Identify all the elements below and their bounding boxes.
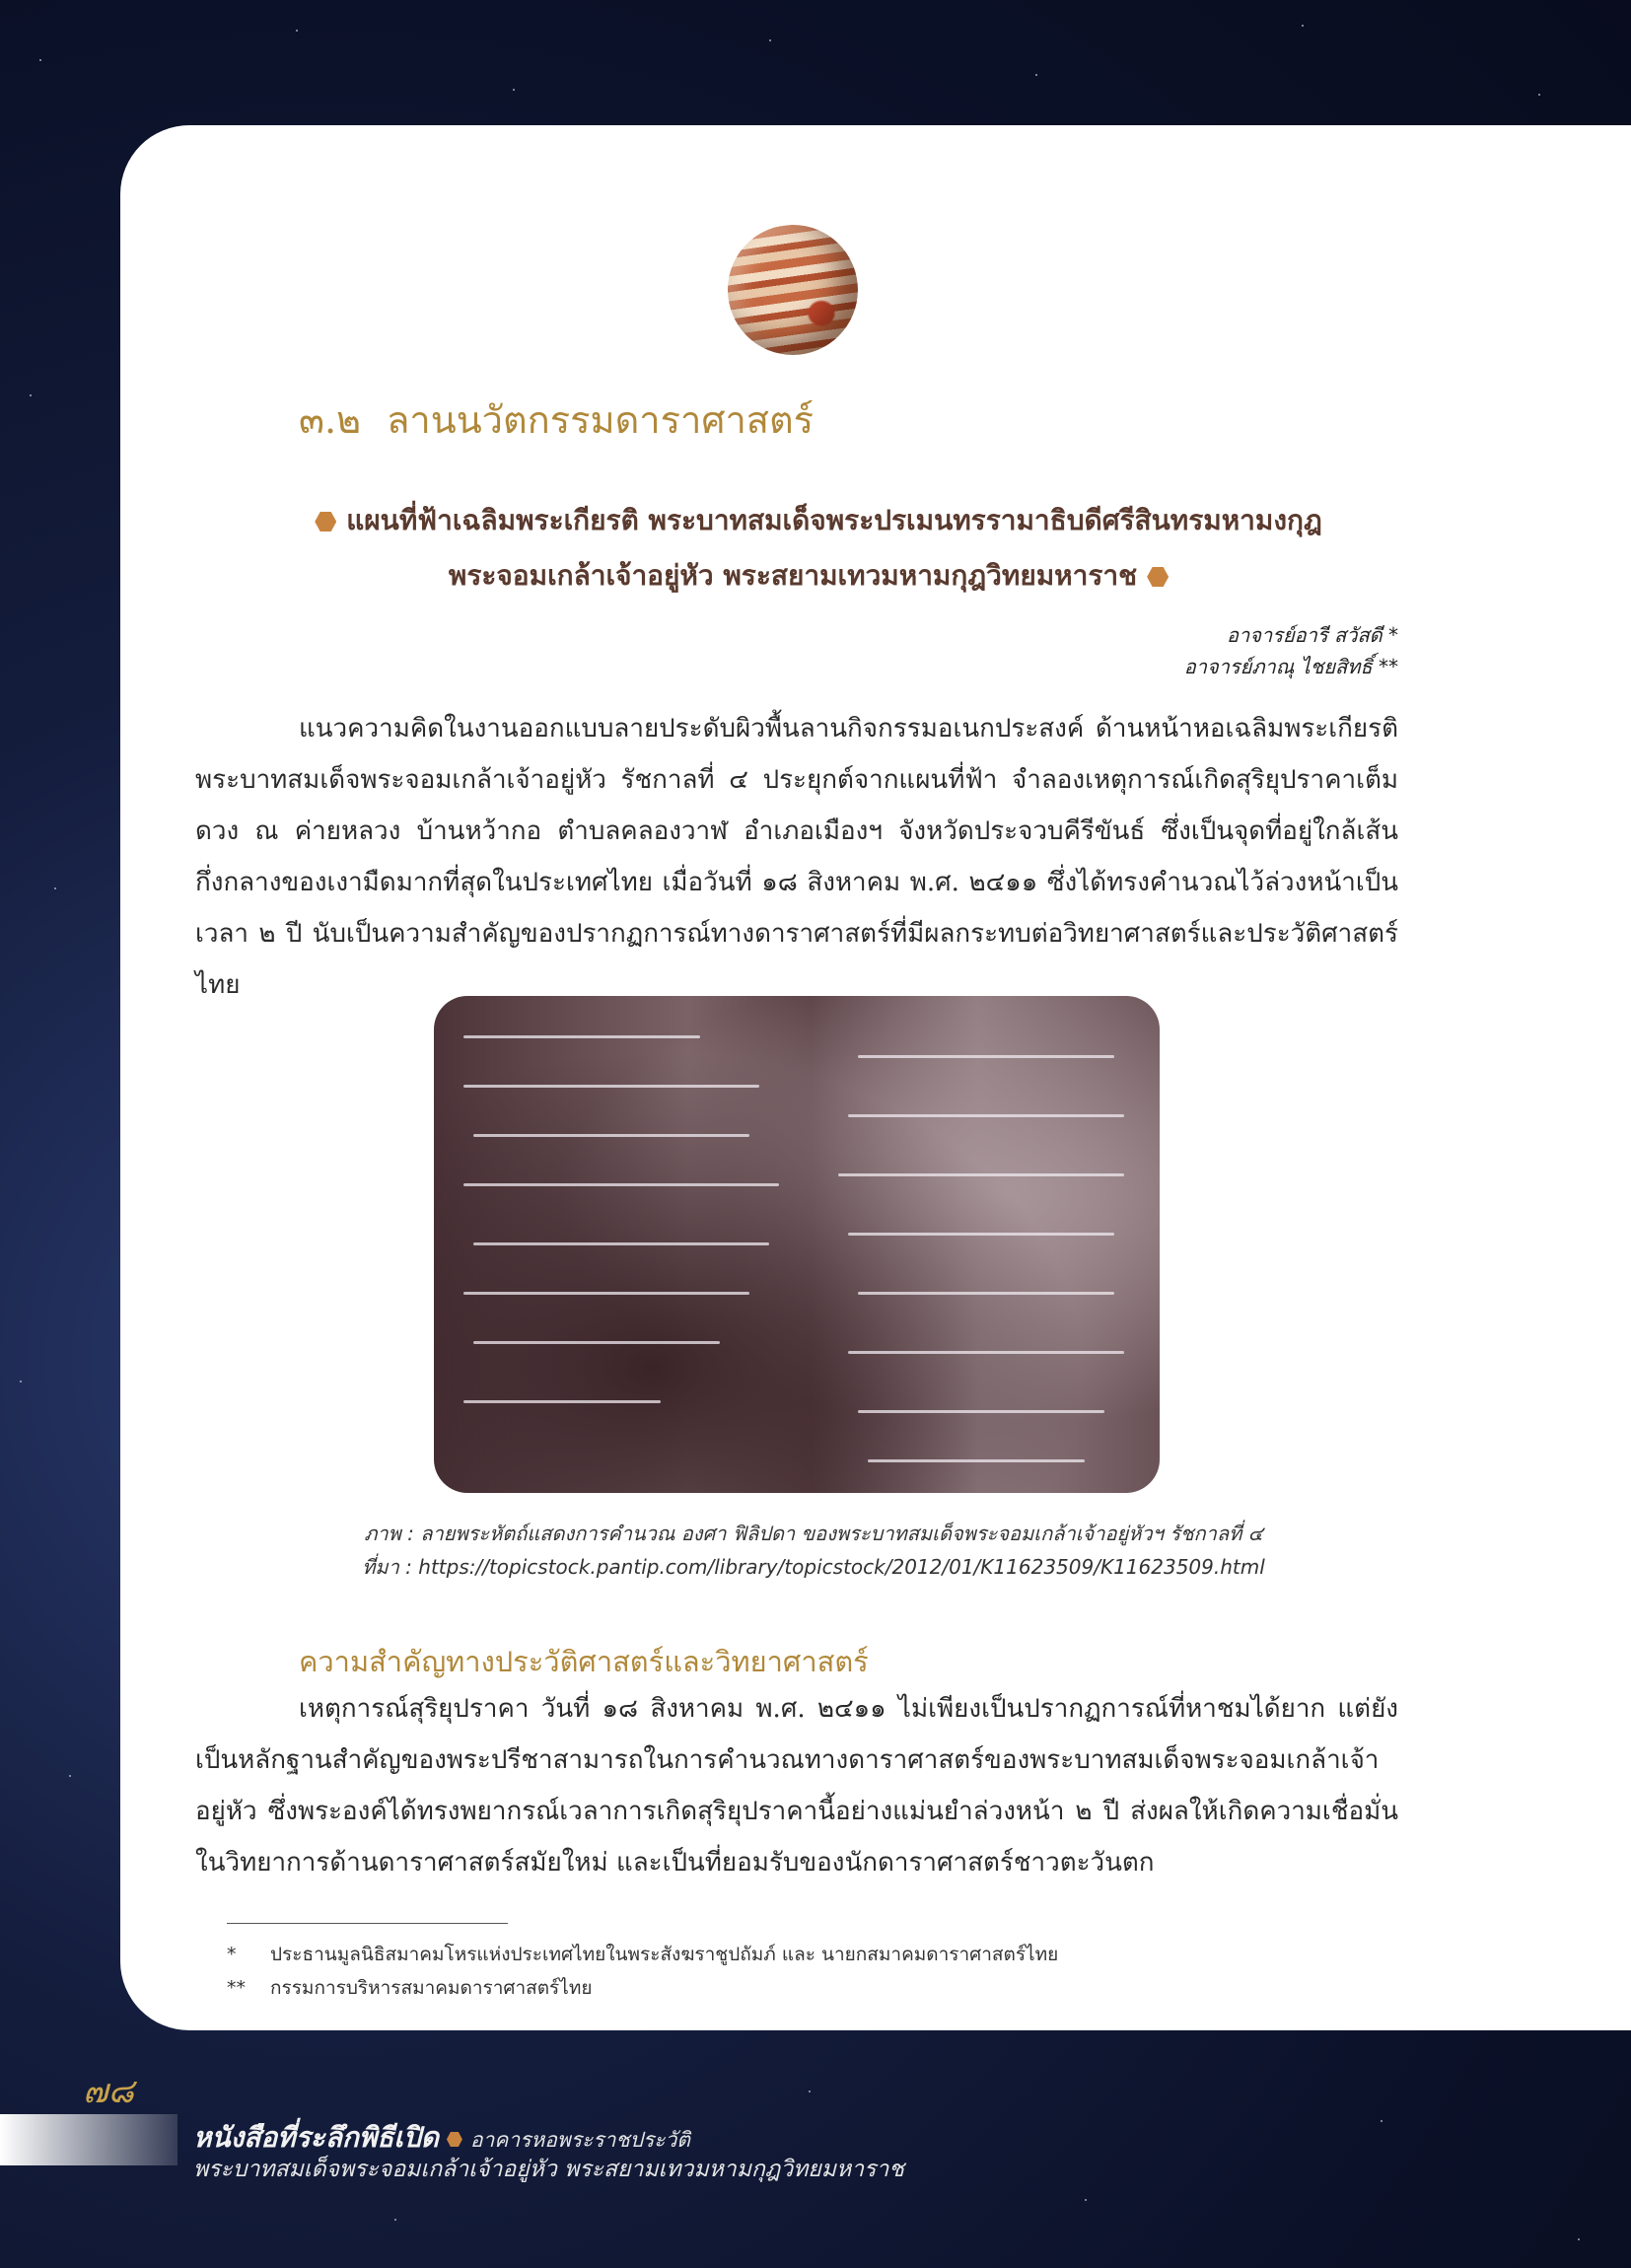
author-1: อาจารย์อารี สวัสดี * [1227,623,1398,647]
section-title [299,390,814,450]
subheading-line-1: แผนที่ฟ้าเฉลิมพระเกียรติ พระบาทสมเด็จพระปรเมนทรรามาธิบดีศรีสินทรมหามงกุฎ [346,504,1322,536]
author-list [1184,619,1398,682]
handwritten-calculation-photo [434,996,1160,1493]
footer-accent-bar [0,2114,177,2165]
hexagon-bullet-icon [1147,567,1169,587]
page-number: ๗๘ [83,2072,134,2111]
book-title-text: หนังสือที่ระลึกพิธีเปิด [193,2121,439,2154]
section-title-text: ลานนวัตกรรมดาราศาสตร์ [387,398,815,442]
body-paragraph-2: เหตุการณ์สุริยุปราคา วันที่ ๑๘ สิงหาคม พ.ศ. ๒๔๑๑ ไม่เพียงเป็นปรากฏการณ์ที่หาชมได้ยาก แต่ยังเป็นหลักฐานสำคัญของพระปรีชาสามารถในการคำนวณทางดาราศาสตร์ของพระบาทสมเด็จพระจอมเกล้าเจ้าอยู่หัว ซึ่งพระองค์ได้ทรงพยากรณ์เวลาการเกิดสุริยุปราคานี้อย่างแม่นยำล่วงหน้า ๒ ปี ส่งผลให้เกิดความเชื่อมั่นในวิทยาการด้านดาราศาสตร์สมัยใหม่ และเป็นที่ยอมรับของนักดาราศาสตร์ชาวตะวันตก [195,1694,1398,1878]
jupiter-planet-image [728,225,858,355]
footer-book-subtitle-2: พระบาทสมเด็จพระจอมเกล้าเจ้าอยู่หัว พระสยามเทวมหามกุฎวิทยมหาราช [193,2157,904,2182]
hexagon-bullet-icon [315,512,336,532]
history-heading: ความสำคัญทางประวัติศาสตร์และวิทยาศาสตร์ [299,1645,869,1678]
caption-source: ที่มา : https://topicstock.pantip.com/library/topicstock/2012/01/K11623509/K11623509.html [362,1555,1265,1579]
author-2: อาจารย์ภาณุ ไชยสิทธิ์ ** [1183,655,1398,678]
caption-line-1: ภาพ : ลายพระหัตถ์แสดงการคำนวณ องศา ฟิลิปดา ของพระบาทสมเด็จพระจอมเกล้าเจ้าอยู่หัวฯ รัชกาลที่ ๔ [364,1522,1263,1545]
body-paragraph-1: แนวความคิดในงานออกแบบลายประดับผิวพื้นลานกิจกรรมอเนกประสงค์ ด้านหน้าหอเฉลิมพระเกียรติ พระบาทสมเด็จพระจอมเกล้าเจ้าอยู่หัว รัชกาลที่ ๔ ประยุกต์จากแผนที่ฟ้า จำลองเหตุการณ์เกิดสุริยุปราคาเต็มดวง ณ ค่ายหลวง บ้านหว้ากอ ตำบลคลองวาฬ อำเภอเมืองฯ จังหวัดประจวบคีรีขันธ์ ซึ่งเป็นจุดที่อยู่ใกล้เส้นกึ่งกลางของเงามืดมากที่สุดในประเทศไทย เมื่อวันที่ ๑๘ สิงหาคม พ.ศ. ๒๔๑๑ ซึ่งได้ทรงคำนวณไว้ล่วงหน้าเป็นเวลา ๒ ปี นับเป็นความสำคัญของปรากฏการณ์ทางดาราศาสตร์ที่มีผลกระทบต่อวิทยาศาสตร์และประวัติศาสตร์ไทย [195,714,1398,1000]
footnote-divider [227,1923,508,1924]
footnote-mark: * [227,1944,237,1965]
hexagon-bullet-icon [447,2132,462,2147]
footnote-mark: ** [227,1977,246,1999]
book-subtitle: อาคารหอพระราชประวัติ [469,2128,690,2152]
footnote-2 [227,1973,592,2003]
article-subheading [197,493,1430,603]
footnote-1 [227,1940,1058,1969]
subheading-line-2: พระจอมเกล้าเจ้าอยู่หัว พระสยามเทวมหามกุฎวิทยมหาราช [448,559,1138,592]
photo-caption [197,1517,1430,1584]
footnote-text: กรรมการบริหารสมาคมดาราศาสตร์ไทย [270,1977,593,1999]
section-number: ๓.๒ [299,398,362,442]
footnote-text: ประธานมูลนิธิสมาคมโหรแห่งประเทศไทยในพระสังฆราชูปถัมภ์ และ นายกสมาคมดาราศาสตร์ไทย [270,1944,1059,1965]
